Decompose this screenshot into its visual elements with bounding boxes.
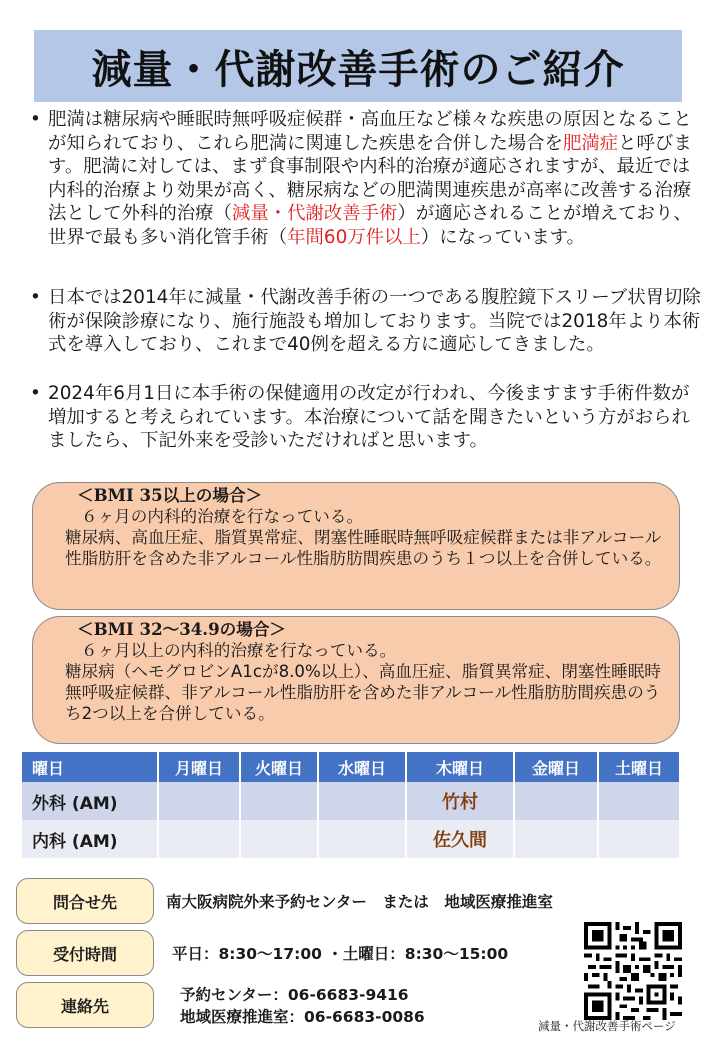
table-cell: [514, 782, 598, 820]
table-cell: [598, 820, 680, 858]
contact-label: 問合せ先: [16, 878, 154, 924]
header-friday: 金曜日: [514, 752, 598, 782]
criteria-box-bmi35: [32, 482, 680, 610]
page-title: 減量・代謝改善手術のご紹介: [34, 30, 682, 102]
table-cell: [240, 782, 318, 820]
doctor-internal-thursday: 佐久間: [406, 820, 514, 858]
contact-text: 南大阪病院外来予約センター または 地域医療推進室: [166, 893, 553, 911]
criteria-conditions: 糖尿病、高血圧症、脂質異常症、閉塞性睡眠時無呼吸症候群または非アルコール性脂肪肝を含めた非アルコール性脂肪肪間疾患のうち１つ以上を合併している。: [65, 528, 662, 568]
header-day: 曜日: [22, 752, 158, 782]
header-wednesday: 水曜日: [318, 752, 406, 782]
bullet-text: と呼びます。肥満に対しては、まず食事制限や内科的治療が適応されますが、最近では内科的治療より効果が高く、糖尿病などの肥満関連疾患が高率に改善する治療法として外科的治療（: [48, 132, 692, 224]
header-saturday: 土曜日: [598, 752, 680, 782]
phone-label: 連絡先: [16, 982, 154, 1028]
bullet-text: 肥満は糖尿病や睡眠時無呼吸症候群・高血圧など様々な疾患の原因となることが知られており、これら肥満に関連した疾患を合併した場合を: [48, 109, 692, 154]
table-cell: [158, 820, 240, 858]
criteria-box-bmi32: [32, 616, 680, 744]
phone-reservation: 予約センター：06-6683-9416: [180, 986, 409, 1004]
phone-numbers: [180, 984, 425, 1028]
bullet-marker: •: [30, 383, 41, 404]
highlight-surgery-name: 減量・代謝改善手術: [231, 203, 398, 224]
table-cell: [318, 820, 406, 858]
qr-caption: 減量・代謝改善手術ページ: [538, 1019, 676, 1033]
header-tuesday: 火曜日: [240, 752, 318, 782]
row-label-surgery: 外科 (AM): [22, 782, 158, 820]
header-thursday: 木曜日: [406, 752, 514, 782]
highlight-obesity-disease: 肥満症: [562, 132, 619, 154]
bullet-insurance-revision: [26, 382, 702, 453]
bullet-marker: •: [30, 287, 41, 308]
phone-community: 地域医療推進室：06-6683-0086: [180, 1008, 425, 1026]
row-label-internal: 内科 (AM): [22, 820, 158, 858]
bullet-text: ）になっています。: [420, 226, 585, 248]
outpatient-schedule-table: [22, 752, 681, 858]
criteria-treatment: ６ヶ月以上の内科的治療を行なっている。: [81, 641, 397, 660]
table-row: [22, 782, 680, 820]
criteria-heading: ＜BMI 32～34.9の場合＞: [77, 619, 287, 639]
table-cell: [158, 782, 240, 820]
criteria-heading: ＜BMI 35以上の場合＞: [77, 485, 263, 505]
table-cell: [318, 782, 406, 820]
table-header-row: [22, 752, 680, 782]
bullet-japan-history: [26, 286, 702, 357]
highlight-annual-count: 年間60万件以上: [287, 226, 421, 248]
qr-code-icon[interactable]: [584, 922, 682, 1020]
bullet-obesity: [26, 108, 702, 249]
table-row: [22, 820, 680, 858]
bullet-text: 2024年6月1日に本手術の保健適用の改定が行われ、今後ますます手術件数が増加すると考えられています。本治療について話を聞きたいという方がおられましたら、下記外来を受診いただければと思います。: [48, 383, 690, 451]
table-cell: [240, 820, 318, 858]
hours-text: 平日：8:30～17:00 ・土曜日：8:30～15:00: [172, 945, 509, 963]
bullet-marker: •: [30, 109, 41, 130]
table-cell: [514, 820, 598, 858]
criteria-treatment: ６ヶ月の内科的治療を行なっている。: [81, 507, 364, 526]
bullet-text: ）が適応されることが増えており、世界で最も多い消化管手術（: [48, 203, 692, 248]
hours-label: 受付時間: [16, 930, 154, 976]
header-monday: 月曜日: [158, 752, 240, 782]
criteria-conditions: 糖尿病（ヘモグロビンA1cが8.0%以上）、高血圧症、脂質異常症、閉塞性睡眠時無呼吸症候群、非アルコール性脂肪肝を含めた非アルコール性脂肪肪間疾患のうち2つ以上を合併している。: [65, 662, 661, 723]
doctor-surgery-thursday: 竹村: [406, 782, 514, 820]
table-cell: [598, 782, 680, 820]
bullet-text: 日本では2014年に減量・代謝改善手術の一つである腹腔鏡下スリーブ状胃切除術が保険診療になり、施行施設も増加しております。当院では2018年より本術式を導入しており、これまで40例を超える方に適応してきました。: [48, 287, 701, 355]
